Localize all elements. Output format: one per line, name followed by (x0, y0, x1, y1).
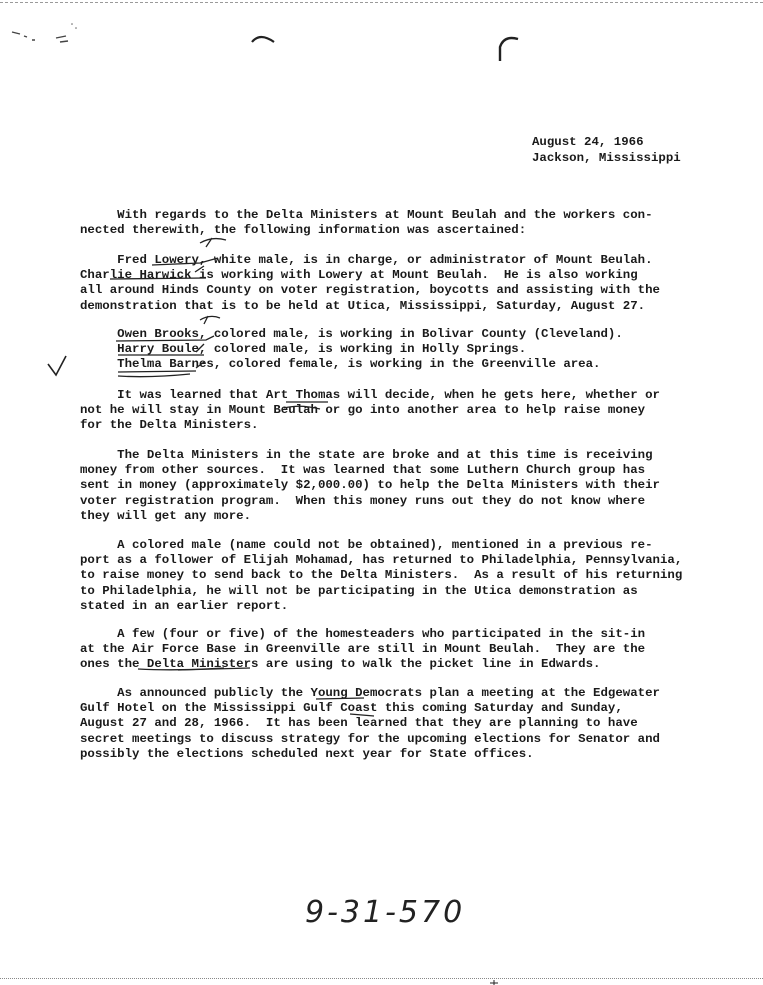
place-text: Jackson, Mississippi (532, 151, 681, 165)
text-line: nected therewith, the following information was ascertained: (80, 223, 527, 238)
text-line: to raise money to send back to the Delta Ministers. As a result of his returning (80, 568, 683, 583)
text-line: August 27 and 28, 1966. It has been learned that they are planning to have (80, 716, 638, 731)
text-line: As announced publicly the Young Democrats plan a meeting at the Edgewater (80, 686, 660, 700)
text-line: sent in money (approximately $2,000.00) to help the Delta Ministers with their (80, 478, 660, 493)
text-line: Gulf Hotel on the Mississippi Gulf Coast this coming Saturday and Sunday, (80, 701, 623, 716)
text-line: they will get any more. (80, 508, 252, 523)
text-line: Charlie Harwick is working with Lowery at Mount Beulah. He is also working (80, 268, 638, 283)
text-line: A colored male (name could not be obtained), mentioned in a previous re- (80, 538, 653, 552)
text-line: Fred Lowery, white male, is in charge, or administrator of Mount Beulah. (80, 253, 653, 267)
text-line: ones the Delta Ministers are using to walk the picket line in Edwards. (80, 657, 601, 672)
text-line: demonstration that is to be held at Utica, Mississippi, Saturday, August 27. (80, 298, 646, 313)
text-line: stated in an earlier report. (80, 598, 289, 613)
text-line: Thelma Barnes, colored female, is working in the Greenville area. (80, 357, 601, 372)
text-line: for the Delta Ministers. (80, 418, 259, 433)
text-line: With regards to the Delta Ministers at Mount Beulah and the workers con- (80, 208, 653, 222)
text-line: not he will stay in Mount Beulah or go into another area to help raise money (80, 403, 646, 418)
handwritten-file-number: 9-31-570 (305, 895, 466, 930)
text-line: secret meetings to discuss strategy for the upcoming elections for Senator and (80, 731, 660, 746)
bottom-dotted-border (0, 978, 763, 979)
text-line: Harry Boule, colored male, is working in Holly Springs. (80, 342, 527, 357)
text-line: to Philadelphia, he will not be participating in the Utica demonstration as (80, 583, 638, 598)
text-line: The Delta Ministers in the state are broke and at this time is receiving (80, 448, 653, 462)
text-line: at the Air Force Base in Greenville are still in Mount Beulah. They are the (80, 642, 646, 657)
text-line: voter registration program. When this money runs out they do not know where (80, 493, 646, 508)
text-line: money from other sources. It was learned that some Luthern Church group has (80, 463, 646, 478)
text-line: It was learned that Art Thomas will decide, when he gets here, whether or (80, 388, 660, 402)
text-line: Owen Brooks, colored male, is working in Bolivar County (Cleveland). (80, 327, 623, 341)
text-line: port as a follower of Elijah Mohamad, has returned to Philadelphia, Pennsylvania, (80, 553, 683, 568)
text-line: all around Hinds County on voter registration, boycotts and assisting with the (80, 283, 660, 298)
date-text: August 24, 1966 (532, 135, 644, 149)
text-line: A few (four or five) of the homesteaders who participated in the sit-in (80, 627, 646, 641)
text-line: possibly the elections scheduled next year for State offices. (80, 746, 534, 761)
